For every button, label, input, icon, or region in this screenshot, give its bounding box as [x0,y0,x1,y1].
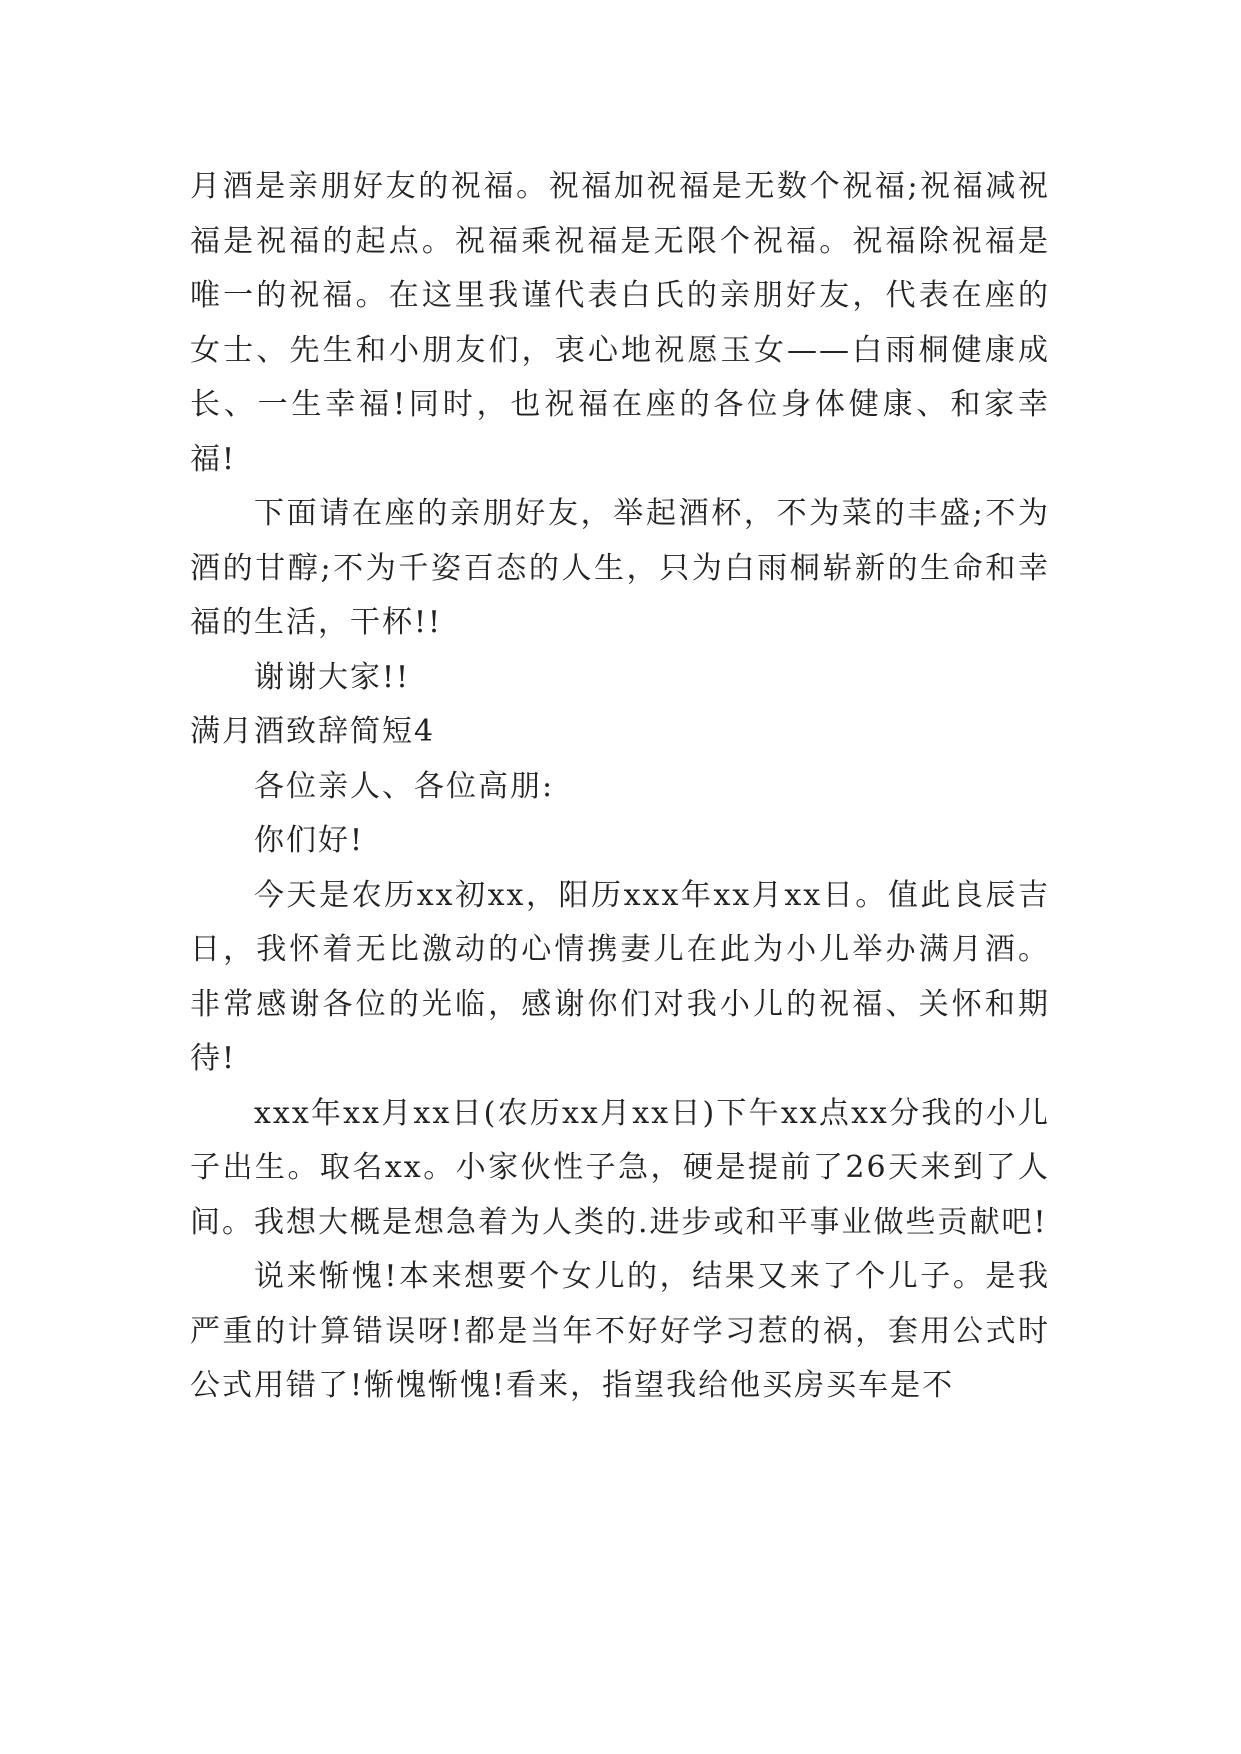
paragraph: 今天是农历xx初xx，阳历xxx年xx月xx日。值此良辰吉日，我怀着无比激动的心情携妻儿在此为小儿举办满月酒。非常感谢各位的光临，感谢你们对我小儿的祝福、关怀和期待! [190,877,1050,1076]
paragraph: 你们好! [254,823,365,858]
document-body [190,160,1050,1414]
paragraph: 月酒是亲朋好友的祝福。祝福加祝福是无数个祝福;祝福减祝福是祝福的起点。祝福乘祝福是无限个祝福。祝福除祝福是唯一的祝福。在这里我谨代表白氏的亲朋好友，代表在座的女士、先生和小朋友们，衷心地祝愿玉女——白雨桐健康成长、一生幸福!同时，也祝福在座的各位身体健康、和家幸福! [190,169,1050,477]
paragraph: 各位亲人、各位高朋: [254,768,555,804]
paragraph: 谢谢大家!! [254,659,411,695]
section-heading: 满月酒致辞简短4 [190,714,436,749]
paragraph: 下面请在座的亲朋好友，举起酒杯，不为菜的丰盛;不为酒的甘醇;不为千姿百态的人生，只为白雨桐崭新的生命和幸福的生活，干杯!! [190,496,1050,640]
paragraph: 说来惭愧!本来想要个女儿的，结果又来了个儿子。是我严重的计算错误呀!都是当年不好好学习惹的祸，套用公式时公式用错了!惭愧惭愧!看来，指望我给他买房买车是不 [190,1259,1050,1403]
paragraph: xxx年xx月xx日(农历xx月xx日)下午xx点xx分我的小儿子出生。取名xx。小家伙性子急，硬是提前了26天来到了人间。我想大概是想急着为人类的.进步或和平事业做些贡献吧! [190,1095,1050,1240]
